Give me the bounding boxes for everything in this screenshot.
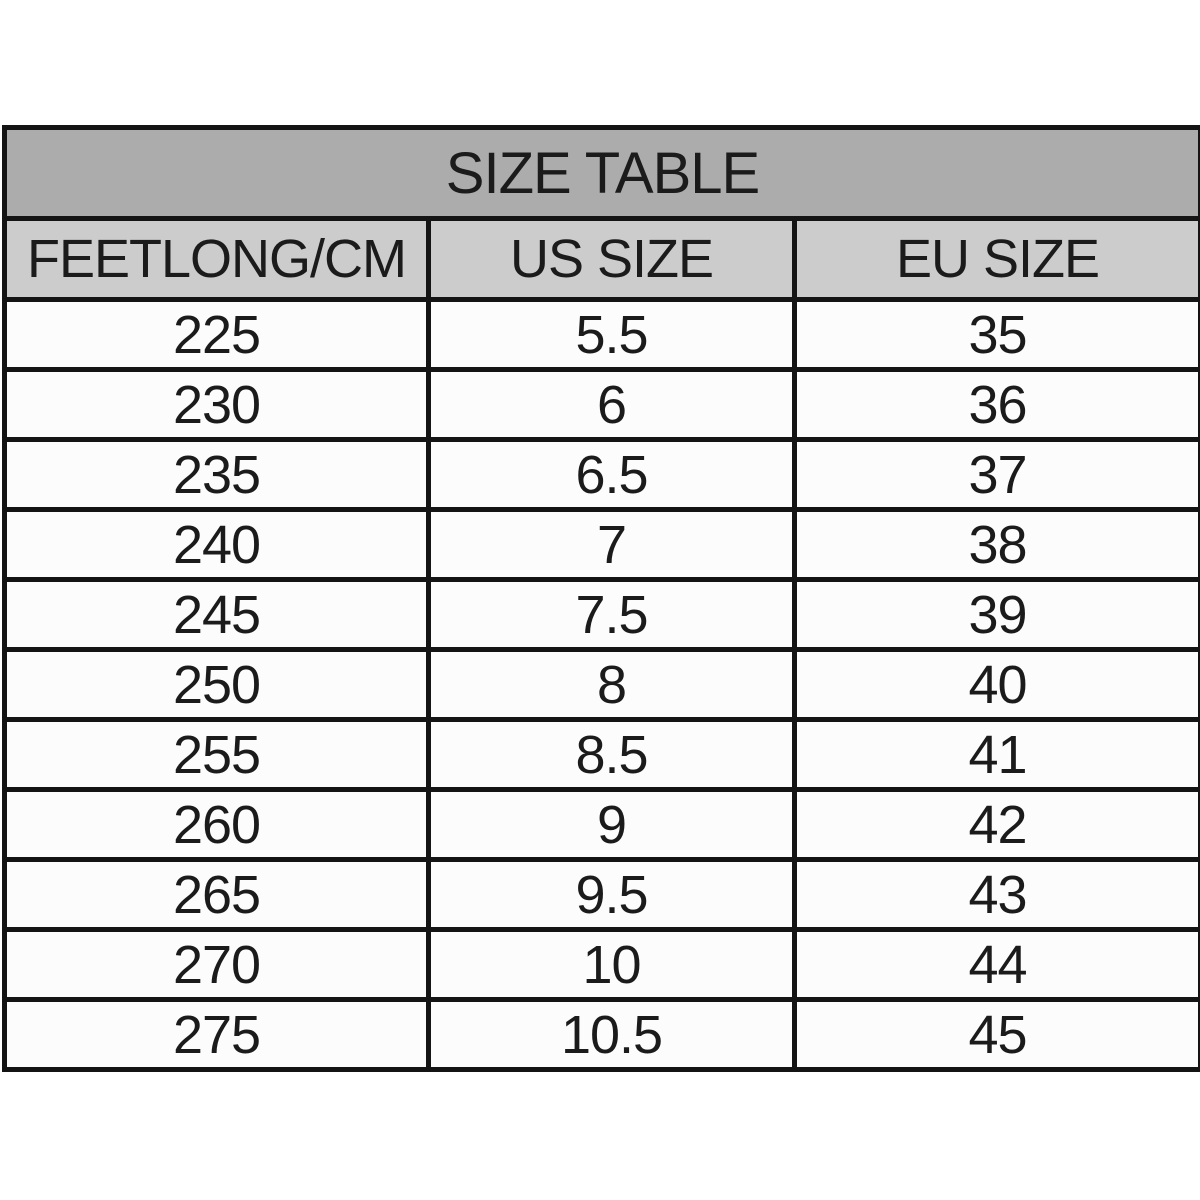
cell-feetlong-cm: 240 [5,510,429,580]
cell-us-size: 10 [429,930,795,1000]
table-row [5,930,1200,1000]
table-row [5,790,1200,860]
table-row [5,580,1200,650]
table-row [5,300,1200,370]
cell-us-size: 6 [429,370,795,440]
cell-us-size: 8 [429,650,795,720]
table-row [5,1000,1200,1070]
table-row [5,440,1200,510]
table-row [5,720,1200,790]
cell-feetlong-cm: 225 [5,300,429,370]
cell-eu-size: 38 [795,510,1200,580]
cell-feetlong-cm: 250 [5,650,429,720]
cell-eu-size: 41 [795,720,1200,790]
cell-feetlong-cm: 270 [5,930,429,1000]
table-row [5,860,1200,930]
header-row [5,219,1200,300]
table-title: SIZE TABLE [5,128,1200,219]
title-row [5,128,1200,219]
column-header-feetlong-cm: FEETLONG/CM [5,219,429,300]
cell-eu-size: 36 [795,370,1200,440]
cell-us-size: 7.5 [429,580,795,650]
table-row [5,370,1200,440]
cell-eu-size: 45 [795,1000,1200,1070]
cell-us-size: 9.5 [429,860,795,930]
cell-feetlong-cm: 230 [5,370,429,440]
cell-feetlong-cm: 255 [5,720,429,790]
table-row [5,650,1200,720]
cell-us-size: 7 [429,510,795,580]
cell-feetlong-cm: 265 [5,860,429,930]
table-row [5,510,1200,580]
cell-eu-size: 37 [795,440,1200,510]
cell-eu-size: 43 [795,860,1200,930]
cell-us-size: 8.5 [429,720,795,790]
size-table-head [5,128,1200,300]
cell-us-size: 5.5 [429,300,795,370]
cell-eu-size: 35 [795,300,1200,370]
cell-feetlong-cm: 260 [5,790,429,860]
cell-eu-size: 42 [795,790,1200,860]
column-header-eu-size: EU SIZE [795,219,1200,300]
cell-us-size: 6.5 [429,440,795,510]
cell-us-size: 10.5 [429,1000,795,1070]
size-table-body [5,300,1200,1070]
cell-eu-size: 44 [795,930,1200,1000]
column-header-us-size: US SIZE [429,219,795,300]
size-table [2,125,1200,1072]
cell-eu-size: 39 [795,580,1200,650]
cell-eu-size: 40 [795,650,1200,720]
cell-us-size: 9 [429,790,795,860]
cell-feetlong-cm: 245 [5,580,429,650]
cell-feetlong-cm: 235 [5,440,429,510]
cell-feetlong-cm: 275 [5,1000,429,1070]
